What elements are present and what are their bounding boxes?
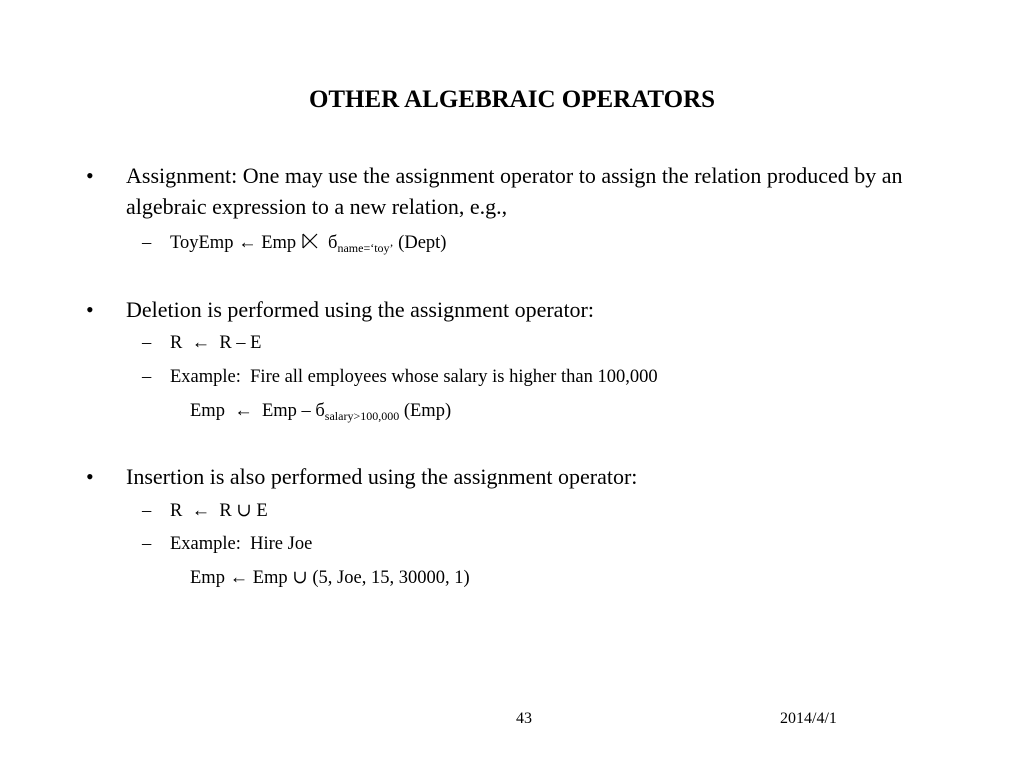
sigma-symbol: б [328,233,338,253]
page-number: 43 [516,710,532,727]
bullet-text: Insertion is also performed using the assignment operator: [126,464,638,489]
expression [170,230,446,256]
select-condition: name=‘toy’ [337,241,394,255]
bullet-text: Deletion is performed using the assignment operator: [126,297,594,322]
sub-item-text: R ← R – E [170,333,262,353]
sub-item-text: R ← R ∪ E [170,501,268,521]
select-condition: salary>100,000 [324,409,400,423]
left-semijoin-icon [301,232,319,250]
expr-prefix: Emp ← Emp – б [190,401,325,421]
bullet-marker: • [86,297,94,322]
dash-marker: – [142,233,152,253]
slide-title: OTHER ALGEBRAIC OPERATORS [308,86,716,113]
bullet-text: Assignment: One may use the assignment operator to assign the relation produced by an algebraic expression to a new relation, e.g., [126,163,903,219]
assign-arrow: ← [238,233,257,253]
dash-marker: – [142,534,152,554]
bullet-marker: • [86,464,94,489]
sub-item-text: Example: Fire all employees whose salary is higher than 100,000 [170,367,658,387]
sub-item-text: Example: Hire Joe [170,534,313,554]
expr-suffix: (Emp) [399,401,452,421]
dash-marker: – [142,367,152,387]
bullet-marker: • [86,163,94,188]
dash-marker: – [142,333,152,353]
deletion-expression [190,398,451,424]
expr-lhs: ToyEmp [170,233,234,253]
expr-relation: Emp [261,233,297,253]
slide-date: 2014/4/1 [780,710,837,727]
dash-marker: – [142,501,152,521]
insertion-expression: Emp ← Emp ∪ (5, Joe, 15, 30000, 1) [190,568,470,588]
expr-argument: (Dept) [398,233,447,253]
